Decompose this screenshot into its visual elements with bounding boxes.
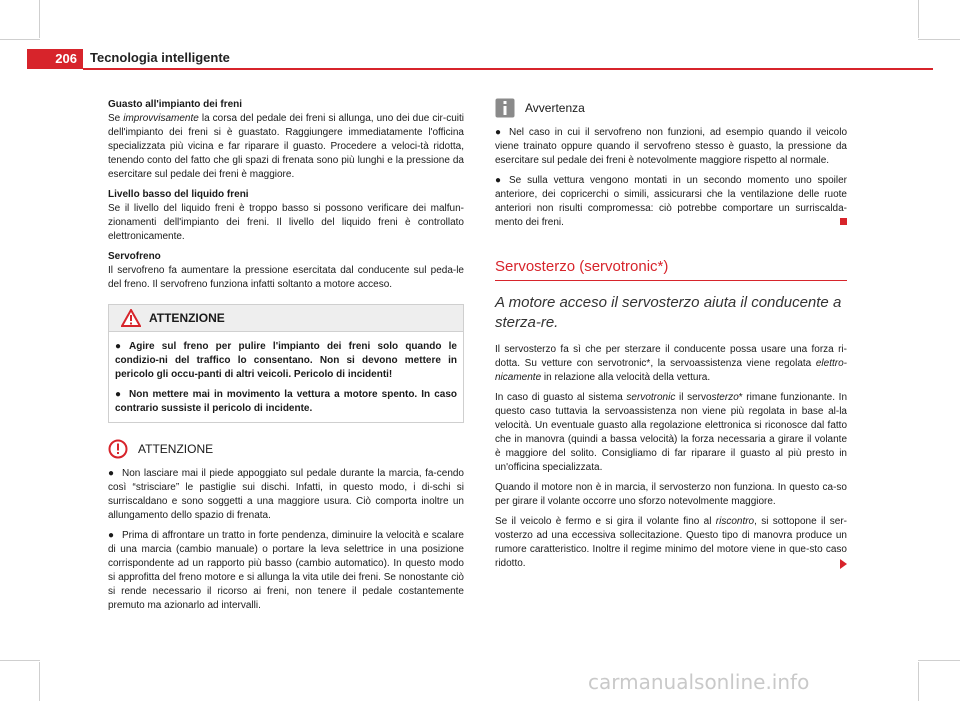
heading-brake-failure: Guasto all'impianto dei freni: [108, 99, 243, 110]
heading-brake-fluid: Livello basso del liquido freni: [108, 189, 249, 200]
continue-arrow-icon: [840, 559, 847, 569]
crop-mark: [0, 39, 40, 40]
caution-circle-icon: [108, 439, 128, 459]
section-title: Servosterzo (servotronic*): [495, 260, 847, 281]
list-item: ● Prima di affrontare un tratto in forte pendenza, diminuire la velocità e scalare di una marcia (cambio manuale) o portare la leva selettrice in una posizione corrispondente ad un rapporto più basso (cambio automatico). In questo modo si approfitta del freno motore e si allunga la vita utile dei freni. Se nonostante ciò si rende necessario il ricorso ai freni, non tenere il pedale costantemente premuto ma azionarlo ad intervalli.: [108, 530, 464, 611]
crop-mark: [918, 662, 919, 701]
header-rule: [83, 68, 933, 70]
paragraph: Se il livello del liquido freni è troppo basso si possono verificare dei malfun-zionamenti dell'impianto dei freni. Il livello del liquido freni è controllato elettronicamente.: [108, 203, 464, 242]
info-note-icon: [495, 98, 515, 118]
paragraph: Quando il motore non è in marcia, il servosterzo non funziona. In questo ca-so per girare il volante occorre uno sforzo notevolmente maggiore.: [495, 482, 847, 507]
section-lead: A motore acceso il servosterzo aiuta il conducente a sterza-re.: [495, 294, 842, 331]
crop-mark: [39, 662, 40, 701]
crop-mark: [39, 0, 40, 38]
page-title: Tecnologia intelligente: [90, 50, 230, 65]
right-column: [495, 98, 847, 577]
paragraph: Se improvvisamente la corsa del pedale dei freni si allunga, uno dei due cir-cuiti dell'impianto dei freni si è guastato. Raggiungere immediatamente l'officina specializzata più vicina e far riparare il guasto. Procedere a veloci-tà ridotta, tenendo conto del fatto che gli spazi di frenata sono più lunghi e la pressione da esercitare sul pedale dei freni è maggiore.: [108, 113, 464, 180]
list-item: ● Agire sul freno per pulire l'impianto dei freni solo quando le condizio-ni del traffico lo consentano. Non si devono mettere in pericolo gli occu-panti di altri veicoli. Pericolo di incidenti!: [115, 341, 457, 380]
crop-mark: [0, 660, 40, 661]
paragraph: Il servofreno fa aumentare la pressione esercitata dal conducente sul peda-le del freno. Il servofreno funziona infatti soltanto a motore acceso.: [108, 265, 464, 290]
crop-mark: [918, 660, 960, 661]
warning-box-header: [109, 305, 463, 332]
warning-box: [108, 304, 464, 423]
list-item: ● Non mettere mai in movimento la vettura a motore spento. In caso contrario sussiste il pericolo di incidente.: [115, 389, 457, 414]
crop-mark: [918, 39, 960, 40]
end-marker: [840, 218, 847, 225]
caution-header: [108, 439, 464, 459]
paragraph: Se il veicolo è fermo e si gira il volante fino al riscontro, si sottopone il ser-vosterzo ad una eccessiva sollecitazione. Questo tipo di manovra produce un rumore caratteristico. Inoltre il regime minimo del motore viene in que-sto caso ridotto.: [495, 516, 847, 569]
note-header: [495, 98, 847, 118]
warning-box-label: ATTENZIONE: [149, 311, 225, 325]
caution-label: ATTENZIONE: [138, 442, 214, 456]
page-number: 206: [27, 49, 83, 69]
list-item: ● Nel caso in cui il servofreno non funzioni, ad esempio quando il veicolo viene trainato oppure quando il servofreno stesso è guasto, la pressione da esercitare sul pedale dei freni è notevolmente maggiore rispetto al normale.: [495, 127, 847, 166]
paragraph: Il servosterzo fa sì che per sterzare il conducente possa usare una forza ri-dotta. Su vetture con servotronic*, la servoassistenza viene regolata elettro-nicamente in relazione alla velocità della vettura.: [495, 344, 847, 383]
heading-servo-brake: Servofreno: [108, 251, 161, 262]
watermark: carmanualsonline.info: [588, 670, 810, 694]
list-item: ● Se sulla vettura vengono montati in un secondo momento uno spoiler anteriore, dei copricerchi o simili, assicurarsi che la ventilazione delle ruote anteriori non risulti compromessa: ciò potrebbe comportare un surriscalda-mento dei freni.: [495, 175, 847, 228]
note-label: Avvertenza: [525, 101, 585, 115]
list-item: ● Non lasciare mai il piede appoggiato sul pedale durante la marcia, fa-cendo così “strisciare” le pastiglie sui dischi. Infatti, in questo modo, i di-schi si surriscaldano e sono soggetti a una maggiore usura. Ciò comporta inoltre un allungamento dello spazio di frenata.: [108, 468, 464, 521]
left-column: [108, 98, 464, 619]
warning-box-body: [109, 332, 463, 422]
paragraph: In caso di guasto al sistema servotronic il servosterzo* rimane funzionante. In questo caso tuttavia la servoassistenza non viene più regolata in base al-la velocità. Un eventuale guasto alla regolazione elettronica si riconosce dal fatto che in manovra (quindi a bassa velocità) la forza necessaria a girare il volante è maggiore del solito. Consigliamo di far riparare il guasto al più presto in un'officina specializzata.: [495, 392, 848, 473]
warning-triangle-icon: [121, 309, 141, 327]
crop-mark: [918, 0, 919, 38]
